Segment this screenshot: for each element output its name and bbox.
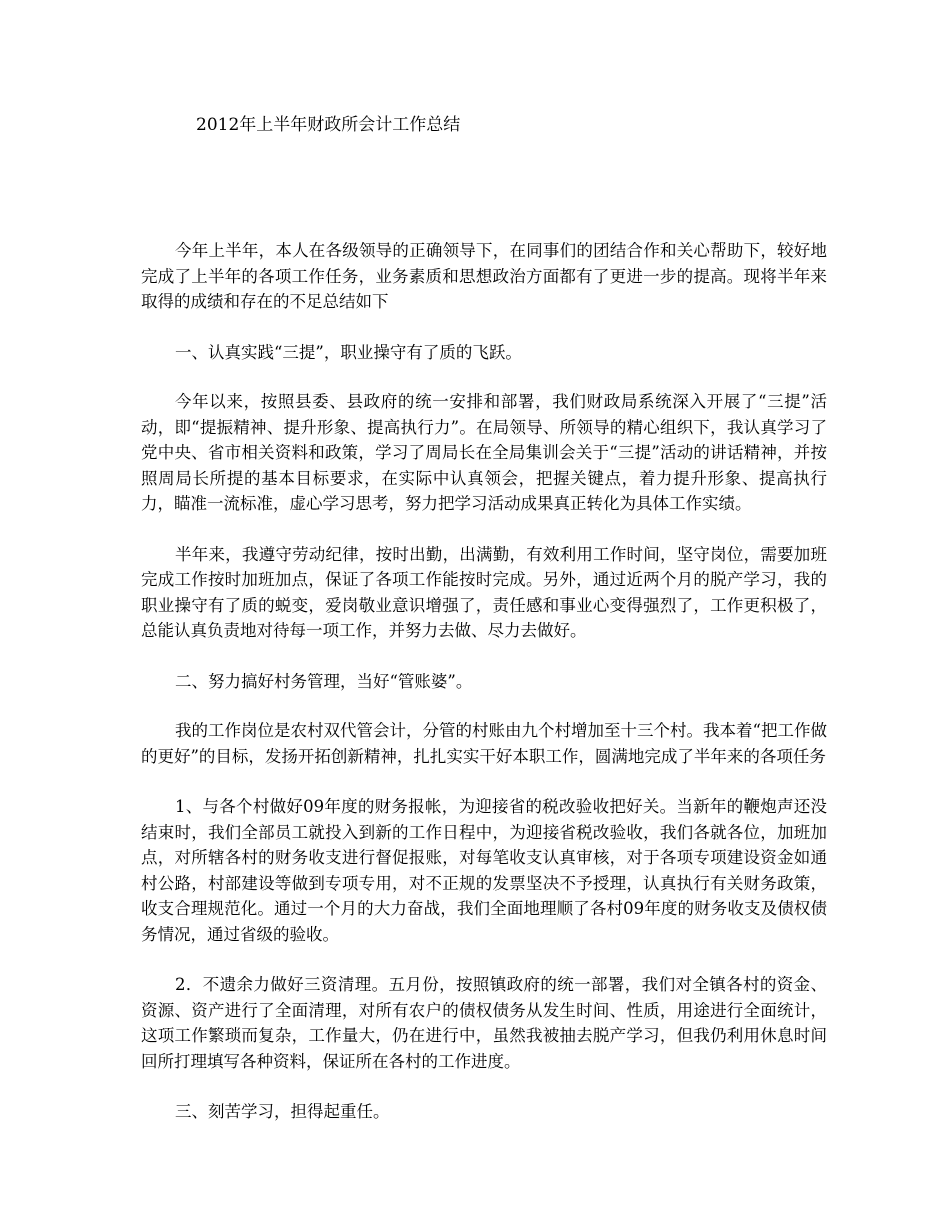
paragraph-section1-a: 今年以来，按照县委、县政府的统一安排和部署，我们财政局系统深入开展了“三提”活动，即“提振精神、提升形象、提高执行力”。在局领导、所领导的精心组织下，我认真学习了党中央、省市相关资料和政策，学习了周局长在全局集训会关于“三提”活动的讲话精神，并按照周局长所提的基本目标要求，在实际中认真领会，把握关键点，着力提升形象、提高执行力，瞄准一流标准，虚心学习思考，努力把学习活动成果真正转化为具体工作实绩。 (141, 392, 827, 513)
section-heading-2: 二、努力搞好村务管理，当好“管账婆”。 (175, 671, 473, 691)
section-heading-3: 三、刻苦学习，担得起重任。 (175, 1102, 390, 1121)
paragraph-section2-intro: 我的工作岗位是农村双代管会计，分管的村账由九个村增加至十三个村。我本着“把工作做的更好”的目标，发扬开拓创新精神，扎扎实实干好本职工作，圆满地完成了半年来的各项任务 (141, 721, 827, 766)
paragraph-section2-item1: 1、与各个村做好09年度的财务报帐，为迎接省的税改验收把好关。当新年的鞭炮声还没结束时，我们全部员工就投入到新的工作日程中，为迎接省税改验收，我们各就各位，加班加点，对所辖各村的财务收支进行督促报账，对每笔收支认真审核，对于各项专项建设资金如通村公路，村部建设等做到专项专用，对不正规的发票坚决不予授理，认真执行有关财务政策，收支合理规范化。通过一个月的大力奋战，我们全面地理顺了各村09年度的财务收支及债权债务情况，通过省级的验收。 (141, 797, 827, 944)
document-title: 2012年上半年财政所会计工作总结 (196, 115, 461, 135)
paragraph-section1-b: 半年来，我遵守劳动纪律，按时出勤，出满勤，有效利用工作时间，坚守岗位，需要加班完成工作按时加班加点，保证了各项工作能按时完成。另外，通过近两个月的脱产学习，我的职业操守有了质的蜕变，爱岗敬业意识增强了，责任感和事业心变得强烈了，工作更积极了，总能认真负责地对待每一项工作，并努力去做、尽力去做好。 (141, 544, 827, 640)
document-body (141, 238, 827, 1149)
paragraph-section2-item2: 2．不遗余力做好三资清理。五月份，按照镇政府的统一部署，我们对全镇各村的资金、资源、资产进行了全面清理，对所有农户的债权债务从发生时间、性质，用途进行全面统计，这项工作繁琐而复杂，工作量大，仍在进行中，虽然我被抽去脱产学习，但我仍利用休息时间回所打理填写各种资料，保证所在各村的工作进度。 (141, 975, 827, 1071)
section-heading-1: 一、认真实践“三提”，职业操守有了质的飞跃。 (175, 342, 522, 362)
paragraph-intro: 今年上半年，本人在各级领导的正确领导下，在同事们的团结合作和关心帮助下，较好地完成了上半年的各项工作任务，业务素质和思想政治方面都有了更进一步的提高。现将半年来取得的成绩和存在的不足总结如下 (141, 241, 827, 311)
